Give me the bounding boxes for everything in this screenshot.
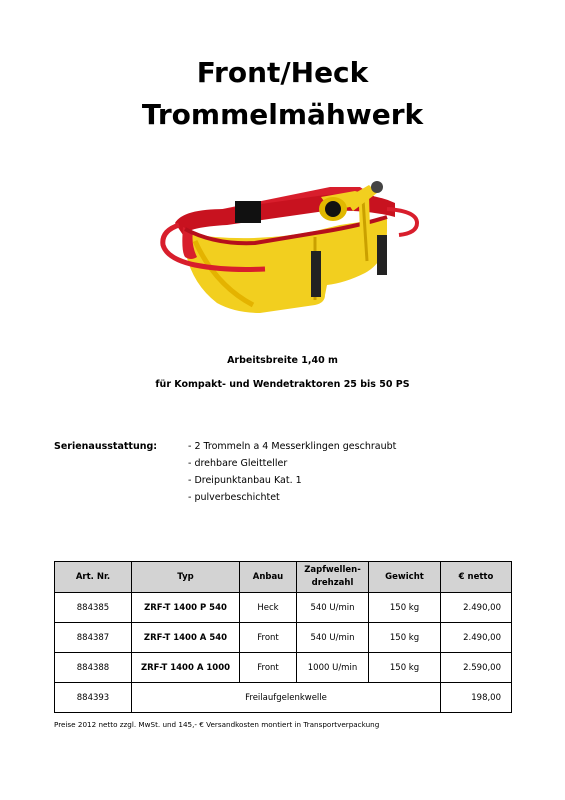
header-netto: € netto [441, 562, 512, 593]
feature-item: - pulverbeschichtet [188, 492, 280, 503]
cell-zapf: 1000 U/min [297, 653, 369, 683]
cell-zapf: 540 U/min [297, 593, 369, 623]
page-title [0, 52, 565, 136]
table-header-row [55, 562, 512, 593]
header-zapfwellendrehzahl: Zapfwellen- drehzahl [297, 562, 369, 593]
cell-anbau: Front [240, 653, 297, 683]
table-row-accessory [55, 683, 512, 713]
header-art-nr: Art. Nr. [55, 562, 132, 593]
cell-netto: 2.490,00 [441, 593, 512, 623]
cell-typ: ZRF-T 1400 P 540 [132, 593, 240, 623]
features-list [188, 441, 396, 509]
table-row [55, 653, 512, 683]
cell-netto: 2.590,00 [441, 653, 512, 683]
header-gewicht: Gewicht [369, 562, 441, 593]
tractor-range: für Kompakt- und Wendetraktoren 25 bis 50 PS [155, 379, 410, 390]
cell-gewicht: 150 kg [369, 623, 441, 653]
cell-art-nr: 884385 [55, 593, 132, 623]
drum-mower-image [155, 165, 425, 325]
cell-anbau: Front [240, 623, 297, 653]
price-footnote: Preise 2012 netto zzgl. MwSt. und 145,- € Versandkosten montiert in Transportverpackung [54, 720, 380, 729]
feature-item: - Dreipunktanbau Kat. 1 [188, 475, 302, 486]
price-table [54, 561, 512, 713]
cell-art-nr: 884387 [55, 623, 132, 653]
header-typ: Typ [132, 562, 240, 593]
cell-art-nr: 884388 [55, 653, 132, 683]
cell-gewicht: 150 kg [369, 593, 441, 623]
table-row [55, 623, 512, 653]
cell-anbau: Heck [240, 593, 297, 623]
working-width: Arbeitsbreite 1,40 m [227, 355, 338, 366]
header-anbau: Anbau [240, 562, 297, 593]
cell-typ: ZRF-T 1400 A 540 [132, 623, 240, 653]
feature-item: - drehbare Gleitteller [188, 458, 288, 469]
table-row [55, 593, 512, 623]
feature-item: - 2 Trommeln a 4 Messerklingen geschraubt [188, 441, 397, 452]
cell-netto: 2.490,00 [441, 623, 512, 653]
cell-accessory-name: Freilaufgelenkwelle [132, 683, 441, 713]
title-line-2: Trommelmähwerk [141, 98, 424, 131]
cell-netto: 198,00 [441, 683, 512, 713]
cell-typ: ZRF-T 1400 A 1000 [132, 653, 240, 683]
title-line-1: Front/Heck [196, 56, 369, 89]
cell-art-nr: 884393 [55, 683, 132, 713]
cell-zapf: 540 U/min [297, 623, 369, 653]
features-label: Serienausstattung: [54, 441, 158, 452]
cell-gewicht: 150 kg [369, 653, 441, 683]
